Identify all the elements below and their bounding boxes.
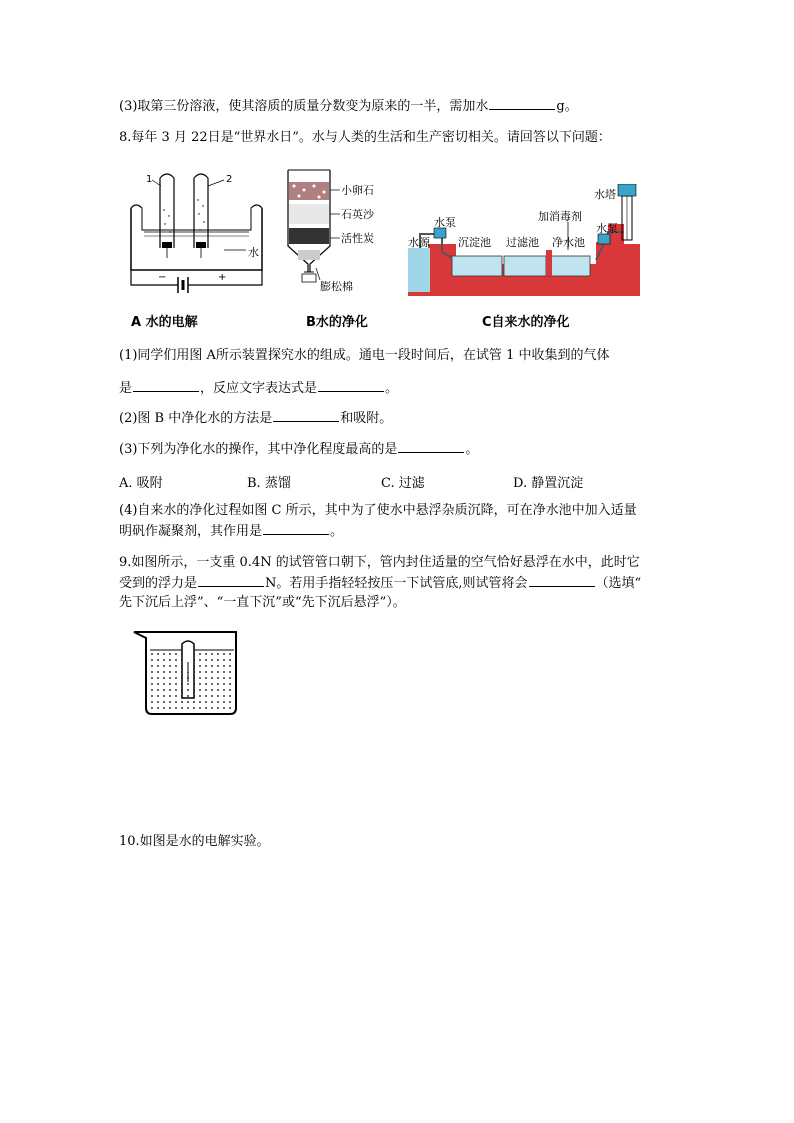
- answer-blank[interactable]: [489, 97, 555, 110]
- svg-text:水: 水: [248, 246, 259, 259]
- figure-c-caption: C自来水的净化: [482, 315, 570, 330]
- q8-part1-a: (1)同学们用图 A所示装置探究水的组成。通电一段时间后，在试管 1 中收集到的气体: [119, 348, 610, 363]
- q9-line3: 先下沉后上浮”、“一直下沉”或“先下沉后悬浮”）。: [119, 595, 406, 610]
- svg-text:水塔: 水塔: [594, 188, 616, 201]
- answer-blank[interactable]: [273, 409, 339, 422]
- figure-electrolysis: [128, 170, 270, 302]
- svg-text:石英沙: 石英沙: [341, 208, 374, 221]
- svg-text:1: 1: [146, 174, 153, 185]
- figure-purifier: [284, 168, 392, 292]
- svg-text:活性炭: 活性炭: [341, 232, 374, 245]
- option-a[interactable]: A. 吸附: [119, 476, 163, 491]
- answer-blank[interactable]: [263, 522, 329, 535]
- svg-text:膨松棉: 膨松棉: [320, 280, 353, 292]
- q8-part2: (2)图 B 中净化水的方法是 和吸附。: [119, 411, 393, 426]
- answer-blank[interactable]: [133, 379, 199, 392]
- answer-blank[interactable]: [529, 574, 595, 587]
- svg-text:沉淀池: 沉淀池: [458, 236, 491, 249]
- q9-line1: 9.如图所示，一支重 0.4N 的试管管口朝下，管内封住适量的空气恰好悬浮在水中，此时它: [119, 555, 640, 570]
- q8-part4-b: 明矾作凝聚剂，其作用是 。: [119, 524, 344, 539]
- svg-text:净水池: 净水池: [552, 236, 585, 249]
- svg-text:−: −: [158, 272, 167, 283]
- q8-part1-b: 是 ，反应文字表达式是 。: [119, 381, 399, 396]
- option-d[interactable]: D. 静置沉淀: [513, 476, 584, 491]
- q9-line2: 受到的浮力是 N。若用手指轻轻按压一下试管底,则试管将会 （选填“: [119, 576, 642, 591]
- answer-blank[interactable]: [198, 574, 264, 587]
- option-c[interactable]: C. 过滤: [381, 476, 425, 491]
- answer-blank[interactable]: [318, 379, 384, 392]
- svg-text:+: +: [218, 272, 227, 283]
- svg-text:2: 2: [226, 174, 233, 185]
- q8-stem: 8.每年 3 月 22日是“世界水日”。水与人类的生活和生产密切相关。请回答以下问题：: [119, 130, 611, 145]
- q8-part3: (3)下列为净化水的操作，其中净化程度最高的是 。: [119, 442, 479, 457]
- answer-blank[interactable]: [398, 440, 464, 453]
- q7-part3-line: (3)取第三份溶液，使其溶质的质量分数变为原来的一半，需加水 g。: [119, 99, 578, 114]
- figure-tapwater: [408, 184, 640, 296]
- svg-text:加消毒剂: 加消毒剂: [538, 210, 582, 223]
- figure-a-caption: A 水的电解: [131, 315, 198, 330]
- q8-part4-a: (4)自来水的净化过程如图 C 所示，其中为了使水中悬浮杂质沉降，可在净水池中加入适量: [119, 503, 637, 518]
- figure-beaker-testtube: [132, 628, 244, 718]
- svg-text:水源: 水源: [408, 236, 430, 249]
- svg-text:水泵: 水泵: [596, 222, 618, 235]
- q10-text: 10.如图是水的电解实验。: [119, 834, 270, 849]
- figure-b-caption: B水的净化: [306, 315, 368, 330]
- svg-text:小卵石: 小卵石: [341, 184, 374, 197]
- option-b[interactable]: B. 蒸馏: [247, 476, 291, 491]
- svg-text:水泵: 水泵: [434, 216, 456, 229]
- svg-text:过滤池: 过滤池: [506, 236, 539, 249]
